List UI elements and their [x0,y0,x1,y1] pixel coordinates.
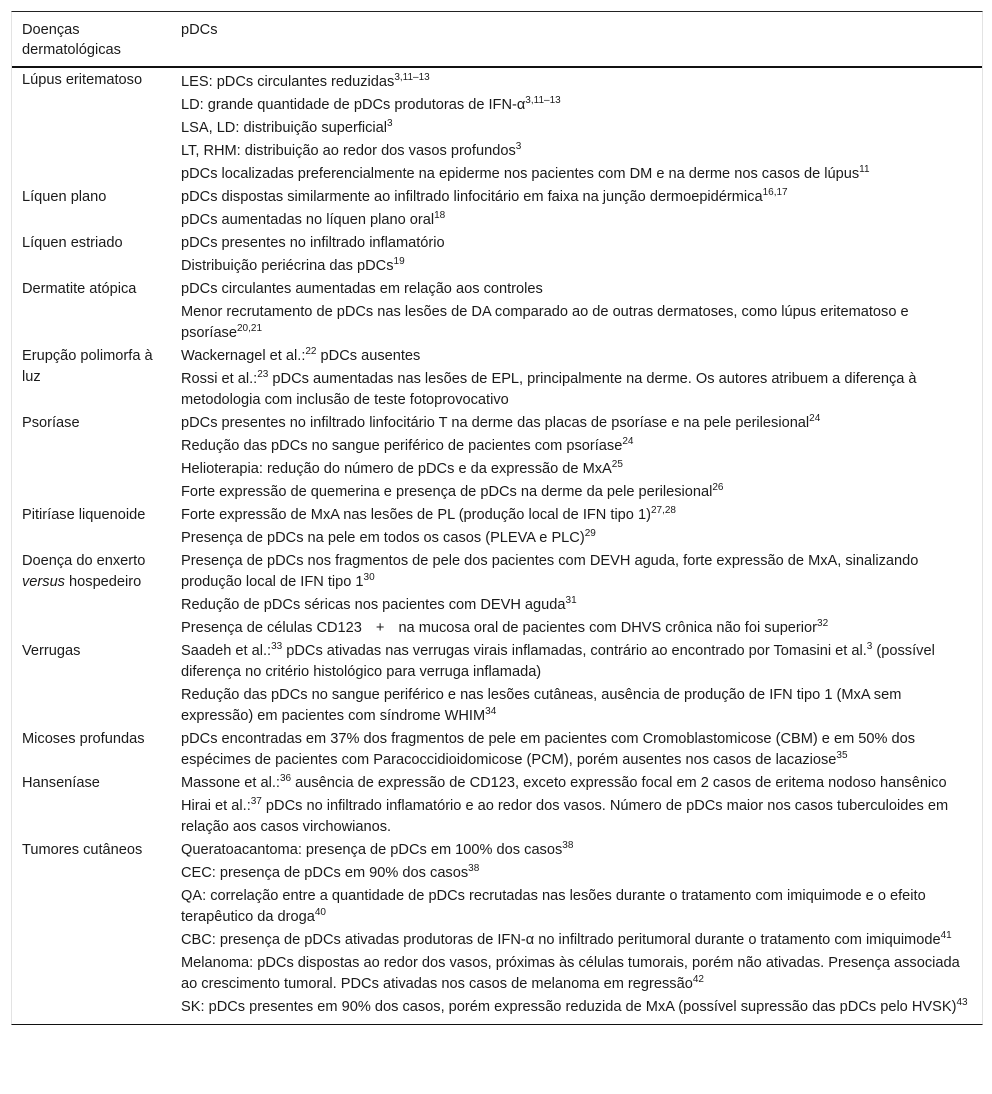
table-row [12,838,982,1024]
pdc-dermatology-table-container [11,11,983,1025]
reference-sup: 34 [485,705,497,717]
reference-sup: 38 [562,839,574,851]
finding-entry: LES: pDCs circulantes reduzidas$^{3,11-13}$ [181,71,430,90]
disease-cell: Líquen estriado [22,235,123,251]
table-row [12,727,982,771]
disease-cell: Verrugas [22,643,81,659]
findings-cell [171,344,982,411]
reference-sup: 19 [393,255,405,267]
disease-cell: Doença do enxerto versus hospedeiro [22,553,146,590]
table-row [12,503,982,549]
reference-sup: 24 [622,435,634,447]
disease-cell: Erupção polimorfa à luz [22,348,153,385]
findings-cell [171,639,982,727]
table-row [12,344,982,411]
finding-entry: Queratoacantoma: presença de pDCs em 100% dos casos$^{38}$ [181,839,574,858]
reference-sup: 3 [387,117,393,129]
reference-sup: 43 [956,996,968,1008]
italic-versus: versus [22,574,65,590]
finding-entry: Saadeh et al.:$^{33}$ pDCs ativadas nas verrugas virais inflamadas, contrário ao encontrado por Tomasini et al.$^3$ (possível diferença no critério histológico para verruga inflamada) [181,640,935,680]
findings-cell [171,727,982,771]
finding-entry: QA: correlação entre a quantidade de pDCs recrutadas nas lesões durante o tratamento com imiquimode e o efeito terapêutico da droga$^{40}$ [181,887,926,925]
reference-sup: 40 [314,906,326,918]
finding-entry: Redução das pDCs no sangue periférico de pacientes com psoríase$^{24}$ [181,435,634,454]
reference-sup: 36 [279,772,292,784]
findings-cell [171,771,982,838]
reference-sup: 33 [271,640,283,652]
finding-entry: pDCs localizadas preferencialmente na epiderme nos pacientes com DM e na derme nos casos de lúpus$^{11}$ [181,163,870,182]
finding-entry: pDCs aumentadas no líquen plano oral$^{18}$ [181,209,446,228]
reference-sup: 23 [257,368,269,380]
findings-cell [171,549,982,639]
finding-entry: Presença de células CD123 + na mucosa oral de pacientes com DHVS crônica não foi superior$^{32}$ [181,616,968,639]
reference-sup: 42 [692,973,704,985]
column-header-pdcs: pDCs [171,12,982,67]
finding-entry: CBC: presença de pDCs ativadas produtoras de IFN-α no infiltrado peritumoral durante o tratamento com imiquimode$^{41}$ [181,929,952,948]
reference-sup: 20,21 [236,322,263,334]
finding-entry: Redução de pDCs séricas nos pacientes com DEVH aguda$^{31}$ [181,594,577,613]
table-row [12,67,982,185]
table-row [12,549,982,639]
reference-sup: 3,11–13 [525,94,561,106]
findings-cell [171,231,982,277]
finding-entry: LD: grande quantidade de pDCs produtoras de IFN-$\alpha^{3,11-13}$ [181,94,561,113]
reference-sup: 38 [468,862,480,874]
finding-entry: Rossi et al.:$^{23}$ pDCs aumentadas nas lesões de EPL, principalmente na derme. Os autores atribuem a diferença à metodologia com inclusão de teste fotoprovocativo [181,368,917,408]
finding-entry: LSA, LD: distribuição superficial$^3$ [181,117,393,136]
reference-sup: 32 [817,617,829,629]
disease-cell: Tumores cutâneos [22,842,143,858]
table-row [12,411,982,503]
finding-entry: Hirai et al.:$^{37}$ pDCs no infiltrado inflamatório e ao redor dos vasos. Número de pDCs maior nos casos tuberculoides em relação aos casos virchowianos. [181,795,949,835]
finding-entry: pDCs encontradas em 37% dos fragmentos de pele em pacientes com Cromoblastomicose (CBM) e em 50% dos espécimes de pacientes com Paracoccidioidomicose (PCM), porém ausentes nos casos de lacaziose$^{35}$ [181,730,916,768]
reference-sup: 3 [866,640,873,652]
findings-cell [171,838,982,1024]
reference-sup: 31 [565,594,577,606]
disease-cell: Lúpus eritematoso [22,72,143,88]
reference-sup: 37 [250,795,262,807]
reference-sup: 25 [611,458,623,470]
finding-entry: LT, RHM: distribuição ao redor dos vasos profundos$^3$ [181,140,522,159]
table-row [12,277,982,344]
reference-sup: 3 [515,140,522,152]
finding-entry: Massone et al.:$^{36}$ ausência de expressão de CD123, exceto expressão focal em 2 casos de eritema nodoso hansênico [181,772,947,791]
disease-cell: Líquen plano [22,189,107,205]
reference-sup: 27,28 [650,504,676,516]
finding-entry: pDCs presentes no infiltrado linfocitário T na derme das placas de psoríase e na pele perilesional$^{24}$ [181,412,821,431]
pdc-dermatology-table [12,12,982,1024]
finding-entry: Helioterapia: redução do número de pDCs e da expressão de MxA$^{25}$ [181,458,623,477]
column-header-diseases: Doenças dermatológicas [12,12,171,67]
table-header-row [12,12,982,67]
reference-sup: 41 [940,929,952,941]
table-row [12,639,982,727]
table-row [12,185,982,231]
findings-cell [171,67,982,185]
reference-sup: 26 [712,481,724,493]
findings-cell [171,503,982,549]
finding-entry: Menor recrutamento de pDCs nas lesões de DA comparado ao de outras dermatoses, como lúpus eritematoso e psoríase$^{20,21}$ [181,303,909,341]
findings-cell [171,277,982,344]
reference-sup: 11 [859,163,870,175]
finding-entry: Forte expressão de quemerina e presença de pDCs na derme da pele perilesional$^{26}$ [181,481,724,500]
reference-sup: 24 [809,412,821,424]
findings-cell [171,411,982,503]
finding-entry: Forte expressão de MxA nas lesões de PL (produção local de IFN tipo 1)$^{27,28}$ [181,504,676,523]
reference-sup: 35 [836,749,848,761]
table-row [12,231,982,277]
finding-entry: Melanoma: pDCs dispostas ao redor dos vasos, próximas às células tumorais, porém não ativadas. Presença associada ao crescimento tumoral. PDCs ativadas nos casos de melanoma em regressão$^{42}$ [181,954,960,992]
disease-cell: Micoses profundas [22,731,145,747]
finding-entry: Redução das pDCs no sangue periférico e nas lesões cutâneas, ausência de produção de IFN tipo 1 (MxA sem expressão) em pacientes com síndrome WHIM$^{34}$ [181,686,902,724]
reference-sup: 18 [434,209,446,221]
finding-entry: Distribuição periécrina das pDCs$^{19}$ [181,255,405,274]
disease-cell: Pitiríase liquenoide [22,507,146,523]
reference-sup: 3,11–13 [394,71,430,83]
reference-sup: 30 [363,571,375,583]
finding-entry: CEC: presença de pDCs em 90% dos casos$^{38}$ [181,862,480,881]
finding-entry: pDCs circulantes aumentadas em relação aos controles [181,280,543,297]
findings-cell [171,185,982,231]
finding-entry: pDCs dispostas similarmente ao infiltrado linfocitário em faixa na junção dermoepidérmica$^{16,17}$ [181,186,788,205]
finding-entry: Presença de pDCs na pele em todos os casos (PLEVA e PLC)$^{29}$ [181,527,596,546]
disease-cell: Hanseníase [22,775,100,791]
finding-entry: Wackernagel et al.:$^{22}$ pDCs ausentes [181,345,421,364]
reference-sup: 16,17 [762,186,788,198]
reference-sup: 22 [305,345,317,357]
disease-cell: Dermatite atópica [22,281,137,297]
plus-sign: + [375,619,385,636]
finding-entry: SK: pDCs presentes em 90% dos casos, porém expressão reduzida de MxA (possível supressão das pDCs pelo HVSK)$^{43}$ [181,996,968,1015]
reference-sup: 29 [584,527,596,539]
finding-entry: Presença de pDCs nos fragmentos de pele dos pacientes com DEVH aguda, forte expressão de MxA, sinalizando produção local de IFN tipo $1^{30}$ [181,552,919,590]
table-row [12,771,982,838]
disease-cell: Psoríase [22,415,80,431]
finding-entry: pDCs presentes no infiltrado inflamatório [181,234,445,251]
